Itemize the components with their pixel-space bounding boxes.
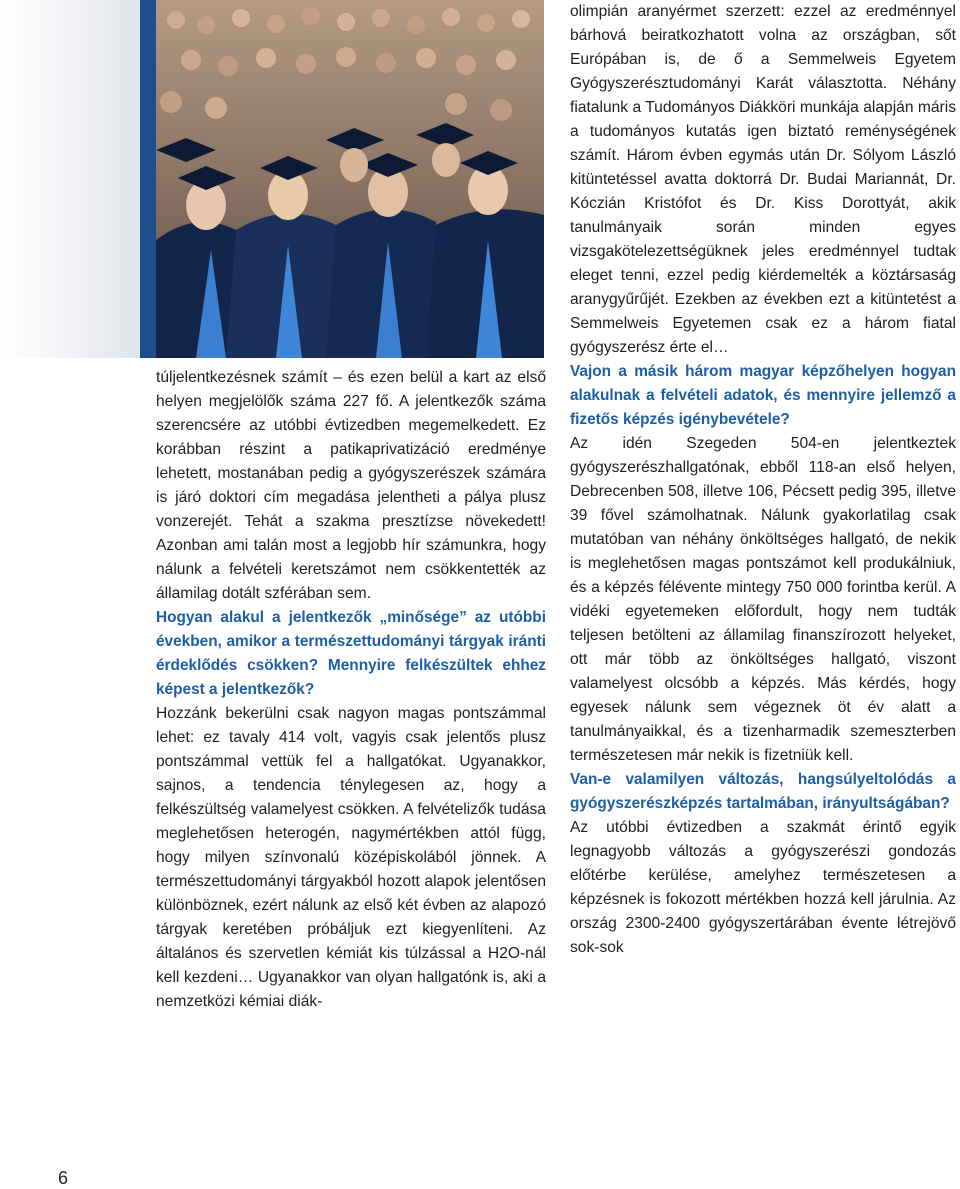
blue-accent-strip [140,0,156,358]
article-left-column [156,366,546,1014]
interview-question: Hogyan alakul a jelentkezők „minősége” az utóbbi években, amikor a természettudományi tárgyak iránti érdeklődés csökken? Mennyire felkészültek ehhez képest a jelentkezők? [156,609,546,698]
paragraph: olimpián aranyérmet szerzett: ezzel az eredménnyel bárhová beiratkozhatott volna az országban, sőt Európában is, de ő a Semmelweis Egyetem Gyógyszerésztudományi Karát választotta. Néhány fiatalunk a Tudományos Diákköri munkája alapján máris a tudományos kutatás igen biztató reménységének számít. Három évben egymás után Dr. Sólyom László kitüntetéssel avatta doktorrá Dr. Budai Mariannát, Dr. Kóczián Kristófot és Dr. Kiss Dorottyát, akik tanulmányaik során minden egyes vizsgakötelezettségüknek jeles eredménnyel tudtak eleget tenni, ezzel pedig kiérdemelték a köztársaság aranygyűrűjét. Ezekben az években ezt a kitüntetést a Semmelweis Egyetemen csak ez a három fiatal gyógyszerész érte el… [570,3,956,356]
interview-question: Van-e valamilyen változás, hangsúlyeltolódás a gyógyszerészképzés tartalmában, irányultságában? [570,771,956,812]
page-number: 6 [58,1168,69,1188]
paragraph: Az utóbbi évtizedben a szakmát érintő egyik legnagyobb változás a gyógyszerészi gondozás előtérbe kerülése, amelyhez természetesen a képzésnek is fokozott mértékben hozzá kell járulnia. Az ország 2300-2400 gyógyszertárában évente létrejövő sok-sok [570,819,956,956]
page-margin-band [0,0,140,358]
paragraph: Hozzánk bekerülni csak nagyon magas pontszámmal lehet: ez tavaly 414 volt, vagyis csak jelentős plusz pontszámmal vettük fel a hallgatókat. Ugyanakkor, sajnos, a tendencia ténylegesen az, hogy a felkészültség valamelyest csökken. A felvételizők tudása meglehetősen heterogén, nagymértékben attól függ, hogy milyen színvonalú középiskolából jönnek. A természettudományi tárgyakból hozott alapok jelentősen különböznek, ezért nálunk az első két évben az alapozó tárgyak keretében próbáljuk ezt kiegyenlíteni. Az általános és szervetlen kémiát kis túlzással a H2O-nál kell kezdeni… Ugyanakkor van olyan hallgatónk is, aki a nemzetközi kémiai diák- [156,705,546,1010]
interview-question: Vajon a másik három magyar képzőhelyen hogyan alakulnak a felvételi adatok, és mennyire jellemző a fizetős képzés igénybevétele? [570,363,956,428]
paragraph: túljelentkezésnek számít – és ezen belül a kart az első helyen megjelölők száma 227 fő. A jelentkezők száma szerencsére az utóbbi évtizedben megemelkedett. Ez korábban részint a patikaprivatizáció eredménye lehetett, mostanában pedig a gyógyszerészek számára is járó doktori cím megadása jelentheti a pálya plusz vonzerejét. Tehát a szakma presztízse növekedett! Azonban ami talán most a legjobb hír számunkra, hogy nálunk a felvételi keretszámot nem csökkentették az államilag dotált szférában sem. [156,369,546,602]
graduation-photo-illustration [156,0,544,358]
article-right-column [570,0,956,960]
paragraph: Az idén Szegeden 504-en jelentkeztek gyógyszerészhallgatónak, ebből 118-an első helyen, Debrecenben 508, illetve 106, Pécsett pedig 395, illetve 39 fővel számolhatnak. Nálunk gyakorlatilag csak mutatóban van néhány önköltséges hallgató, de nekik is meglehetősen magas pontszámot kell produkálniuk, és a képzés félévente mintegy 750 000 forintba kerül. A vidéki egyetemeken előfordult, hogy nem tudták teljesen betölteni az államilag finanszírozott helyeket, ott már több az önköltséges hallgató, viszont valamelyest olcsóbb a képzés. Más kérdés, hogy egyesek nálunk sem végeznek öt év alatt a tanulmányaikkal, és a tizenharmadik szemeszterben természetesen már nekik is fizetniük kell. [570,435,956,764]
graduation-photo [156,0,544,358]
